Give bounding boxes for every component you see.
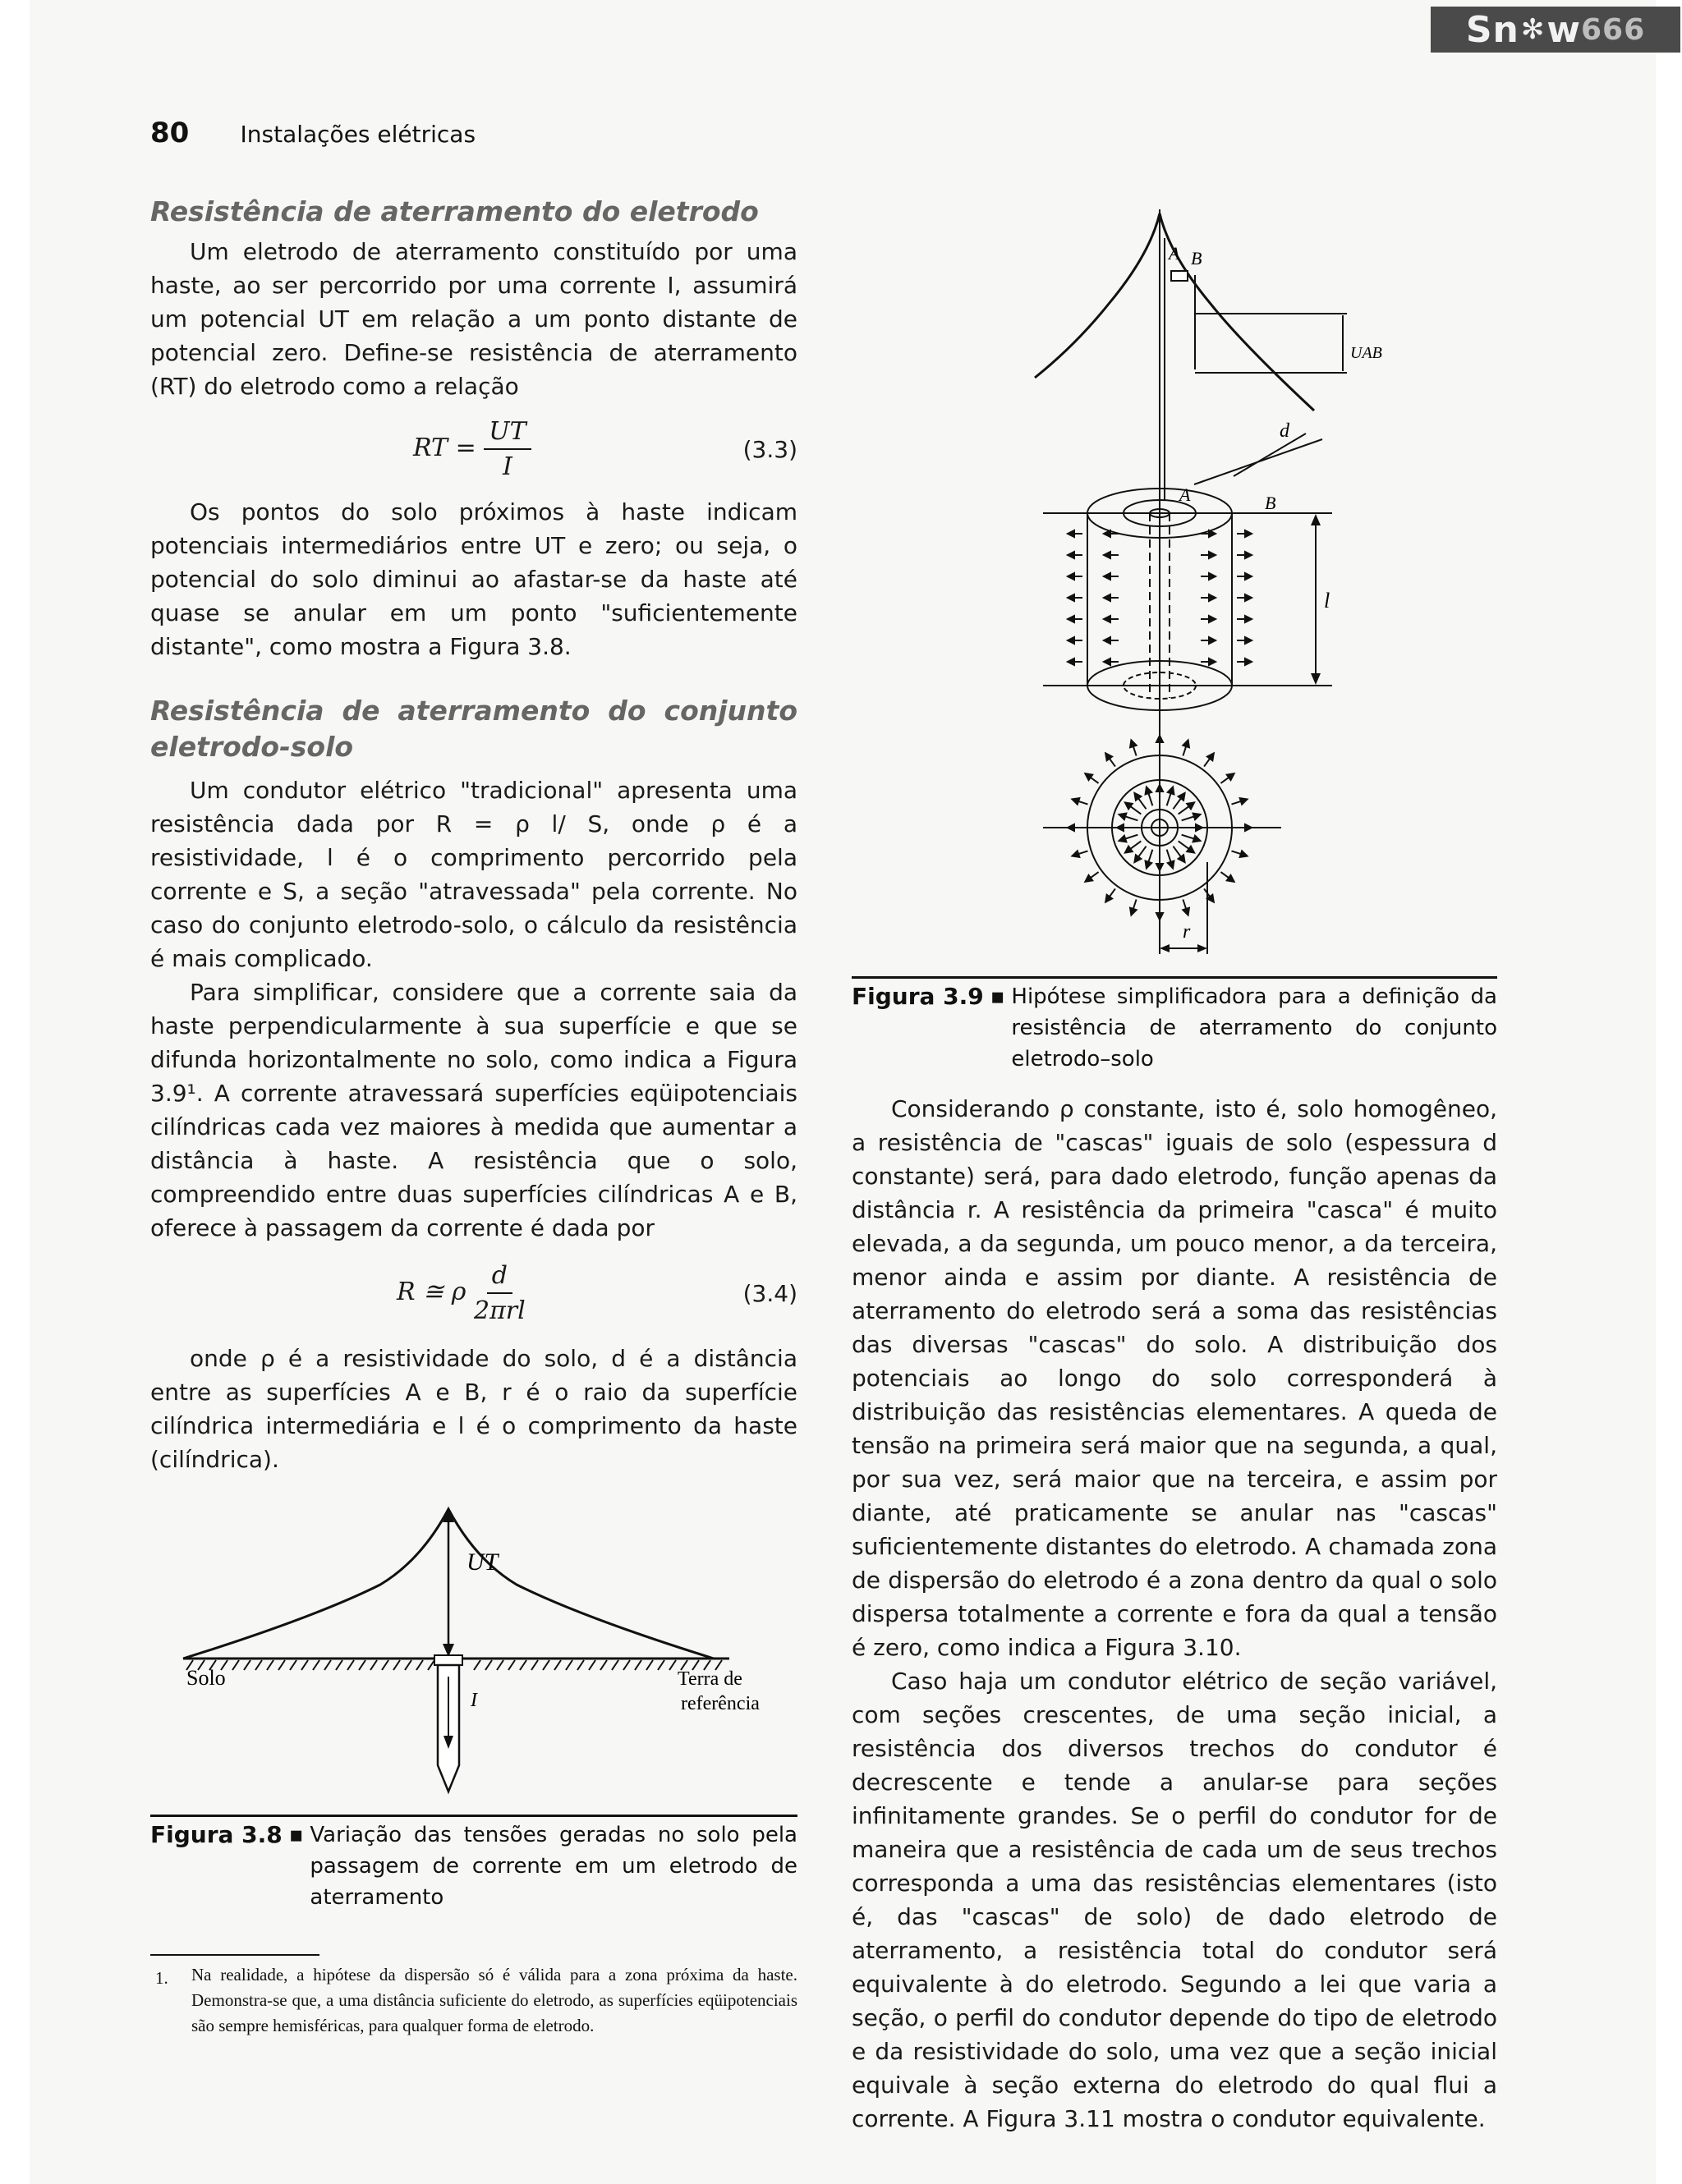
hatch-mark [428,1660,434,1670]
current-arrow-head [1245,552,1252,558]
label-a-top: A [1169,243,1180,264]
paragraph: Para simplificar, considere que a corrente saia da haste perpendicularmente à sua superfície e que se difunda horizontalmente no solo, como indica a Figura 3.9¹. A corrente atravessará superfícies eqüipotenciais cilíndricas cada vez maiores à medida que aumentar a distância à haste. A resistência que o solo, compreendido entre duas superfícies cilíndricas A e B, oferece à passagem da corrente é dada por [150,979,797,1241]
plan-arrow-head [1193,814,1201,820]
hatch-mark [566,1660,572,1670]
label-uab: UAB [1350,344,1382,362]
plan-arrow-head [1156,864,1163,870]
plan-arrow-head [1125,802,1133,809]
plan-arrow-head [1134,855,1141,862]
current-arrow-head [1209,573,1216,580]
left-column [150,194,797,1476]
equation-3-4 [150,1245,797,1342]
footnote [150,1954,797,2039]
current-arrow-head [1209,637,1216,644]
hatch-mark [635,1660,641,1670]
l-arrow-top [1311,514,1321,525]
plan-arrow-head [1183,740,1189,747]
label-ut: UT [466,1549,499,1576]
hatch-mark [232,1660,239,1670]
plan-arrow-head [1240,798,1248,805]
plan-arrow-head [1183,908,1189,915]
hatch-mark [589,1660,595,1670]
current-arrow-head [1068,594,1074,601]
hatch-mark [577,1660,584,1670]
paragraph: onde ρ é a resistividade do solo, d é a distância entre as superfícies A e B, r é o raio da superfície cilíndrica intermediária e l é o comprimento da haste (cilíndrica). [150,1345,797,1473]
current-arrow-head [1245,637,1252,644]
plan-arrow-head [1245,824,1252,831]
hatch-mark [301,1660,308,1670]
current-arrow-head [1245,616,1252,622]
paragraph: Um condutor elétrico "tradicional" apresenta uma resistência dada por R = ρ l/ S, onde ρ é a resistividade, l é o comprimento percorrido pela corrente e S, a seção "atravessada" pela corrente. No caso do conjunto eletrodo-solo, o cálculo da resistência é mais complicado. [150,777,797,972]
current-arrow-head [1068,637,1074,644]
hatch-mark [278,1660,285,1670]
equation-lhs: R ≅ ρ [397,1278,466,1306]
label-b-top: B [1191,248,1202,268]
hatch-mark [508,1660,515,1670]
rod-cap [434,1655,462,1665]
footnote-text: Na realidade, a hipótese da dispersão só é válida para a zona próxima da haste. Demonstra-se que, a uma distância suficiente do eletrodo, as superfícies eqüipotenciais são sempre hemisféricas, para qualquer forma de eletrodo. [191,1965,797,2035]
current-arrow-head [1209,594,1216,601]
hatch-mark [405,1660,411,1670]
hatch-mark [255,1660,262,1670]
d-dim-line [1234,434,1306,476]
hatch-mark [474,1660,480,1670]
current-arrow-head [1209,552,1216,558]
plan-arrow-head [1240,851,1248,857]
footnote-number: 1. [155,1968,168,1988]
hatch-mark [370,1660,377,1670]
current-arrow-head [1209,658,1216,665]
plan-arrow-head [1117,824,1124,831]
plan-arrow-head [1068,824,1074,831]
page-number: 80 [150,117,190,149]
watermark-number: 666 [1581,12,1646,47]
b-radius-line [1194,439,1322,484]
hatch-mark [267,1660,273,1670]
plan-arrow-head [1193,836,1201,842]
paragraph: Caso haja um condutor elétrico de seção variável, com seções crescentes, de uma seção inicial, a resistência dos diversos trechos do condutor é decrescente e tende a anular-se para seções infinitamente grandes. Se o perfil do condutor for de maneira que a resistência de cada um de seus trechos corresponda a uma das resistências elementares (isto é, das "cascas" de solo) de dado eletrodo de aterramento, a resistência total do condutor será equivalente à do eletrodo. Segundo a lei que varia a seção, o perfil do condutor depende do tipo de eletrodo e da resistividade do solo, uma vez que a seção inicial equivale à seção externa do eletrodo do qual flui a corrente. A Figura 3.11 mostra o condutor equivalente. [852,1668,1497,2132]
current-arrow-head [1245,594,1252,601]
current-arrow-head [1068,552,1074,558]
hatch-mark [393,1660,400,1670]
watermark-logo: Sn ✻ w 666 [1431,7,1680,53]
hatch-mark [600,1660,607,1670]
current-arrow-head [1104,616,1110,622]
current-arrow-head [1068,658,1074,665]
watermark-text-rest: w [1546,8,1581,51]
hatch-mark [244,1660,250,1670]
hatch-mark [612,1660,618,1670]
current-arrow-head [1068,530,1074,537]
current-arrow-head [1104,530,1110,537]
plan-arrow-head [1168,787,1174,795]
plan-arrow-head [1134,793,1141,801]
plan-arrow-head [1179,793,1185,801]
hatch-mark [623,1660,630,1670]
plan-arrow-head [1072,798,1079,805]
plan-arrow-head [1085,773,1092,780]
caption-label: Figura 3.9 [852,983,984,1010]
equation-lhs: RT = [413,434,476,462]
plan-arrow-head [1227,773,1234,780]
plan-arrow-head [1105,753,1112,760]
section-heading-1: Resistência de aterramento do eletrodo [150,195,759,227]
plan-arrow-head [1207,895,1214,902]
label-r: r [1183,921,1191,943]
hatch-mark [359,1660,365,1670]
current-arrow-head [1104,637,1110,644]
l-arrow-bottom [1311,673,1321,685]
plan-arrow-head [1196,824,1202,831]
plan-arrow-head [1187,802,1194,809]
figure-3-9 [1018,205,1429,961]
current-arrow-head [1209,530,1216,537]
hatch-mark [485,1660,492,1670]
plan-arrow-head [1119,836,1127,842]
running-title: Instalações elétricas [240,121,476,148]
hatch-mark [382,1660,388,1670]
hatch-mark [646,1660,653,1670]
equation-denominator: 2πrl [473,1296,526,1325]
plan-arrow-head [1119,814,1127,820]
paragraph: Considerando ρ constante, isto é, solo homogêneo, a resistência de "cascas" iguais de solo (espessura d constante) será, para dado eletrodo, função apenas da distância r. A resistência da primeira "casca" é muito elevada, a da segunda, um pouco menor, a da terceira, menor ainda e assim por diante. A resistência de aterramento do eletrodo será a soma das resistências das diversas "cascas" do solo. A distribuição dos potenciais ao longo do solo corresponderá à distribuição das resistências elementares. A queda de tensão na primeira será maior que na segunda, a qual, por sua vez, será maior que na terceira, e assim por diante, até praticamente se anular nas "cascas" suficientemente distantes do eletrodo. A chamada zona de dispersão do eletrodo é a zona dentro da qual o solo dispersa totalmente a corrente e fora da qual a tensão é zero, como indica a Figura 3.10. [852,1095,1497,1661]
figure-3-8-caption: Figura 3.8 ▪ Variação das tensões geradas no solo pela passagem de corrente em um eletrodo de aterramento [150,1819,797,1913]
hatch-mark [543,1660,549,1670]
paragraph: Os pontos do solo próximos à haste indicam potenciais intermediários entre UT e zero; ou seja, o potencial do solo diminui ao afastar-se da haste até quase se anular em um ponto "suficientemente distante", como mostra a Figura 3.8. [150,498,797,660]
plan-arrow-head [1130,740,1137,747]
hatch-mark [324,1660,331,1670]
plan-arrow-head [1130,908,1137,915]
hatch-mark [336,1660,342,1670]
equation-3-3 [150,403,797,495]
current-arrow-head [1209,616,1216,622]
r-arrow-right [1197,944,1207,952]
hatch-mark [669,1660,676,1670]
right-column [852,1092,1497,2136]
caption-label: Figura 3.8 [150,1821,283,1848]
label-d: d [1280,420,1289,442]
plan-arrow-head [1187,847,1194,853]
hatch-mark [290,1660,296,1670]
plan-arrow-head [1072,851,1079,857]
hatch-mark [347,1660,354,1670]
plan-arrow-head [1146,861,1152,869]
current-arrow-head [1104,594,1110,601]
label-i: I [471,1690,477,1711]
hatch-mark [497,1660,503,1670]
label-l: l [1324,589,1330,613]
label-solo: Solo [186,1666,226,1690]
equation-numerator: UT [484,415,531,450]
figure-3-8 [150,1494,799,1806]
hatch-mark [658,1660,664,1670]
current-arrow-head [1245,658,1252,665]
equation-number: (3.4) [742,1279,797,1307]
current-arrow-head [1068,573,1074,580]
caption-text: Hipótese simplificadora para a definição da resistência de aterramento do conjunto eletrodo–solo [1011,984,1497,1071]
hatch-mark [416,1660,423,1670]
figure-3-9-caption: Figura 3.9 ▪ Hipótese simplificadora para a definição da resistência de aterramento do conjunto eletrodo–solo [852,981,1497,1075]
plan-arrow-head [1207,753,1214,760]
plan-arrow-head [1085,875,1092,882]
plan-arrow-head [1227,875,1234,882]
equation-number: (3.3) [742,435,797,463]
watermark-text: Sn [1465,8,1519,51]
plan-arrow-head [1179,855,1185,862]
current-arrow-head [1104,573,1110,580]
plan-arrow-head [1146,787,1152,795]
hatch-mark [313,1660,319,1670]
hatch-mark [554,1660,561,1670]
equation-numerator: d [487,1259,512,1294]
label-b-mid: B [1265,493,1276,513]
current-arrow-head [1245,530,1252,537]
r-arrow-left [1160,944,1170,952]
plan-arrow-head [1156,736,1163,742]
plan-arrow-head [1125,847,1133,853]
current-arrow-head [1104,552,1110,558]
plan-arrow-head [1156,785,1163,791]
current-arrow-head [1245,573,1252,580]
plan-arrow-head [1168,861,1174,869]
label-a-mid: A [1179,484,1191,505]
plan-arrow-head [1105,895,1112,902]
current-arrow-head [1104,658,1110,665]
paragraph: Um eletrodo de aterramento constituído por uma haste, ao ser percorrido por uma corrente I, assumirá um potencial UT em relação a um ponto distante de potencial zero. Define-se resistência de aterramento (RT) do eletrodo como a relação [150,238,797,400]
equation-denominator: I [503,452,512,481]
hatch-mark [520,1660,526,1670]
running-header [150,117,476,149]
section-heading-2: Resistência de aterramento do conjunto eletrodo-solo [150,695,797,763]
label-referencia: referência [681,1693,760,1714]
label-terra-de: Terra de [678,1668,742,1690]
caption-text: Variação das tensões geradas no solo pela passagem de corrente em um eletrodo de aterramento [310,1823,797,1910]
hatch-mark [531,1660,538,1670]
current-arrow-head [1068,616,1074,622]
voltmeter-box [1171,271,1188,281]
